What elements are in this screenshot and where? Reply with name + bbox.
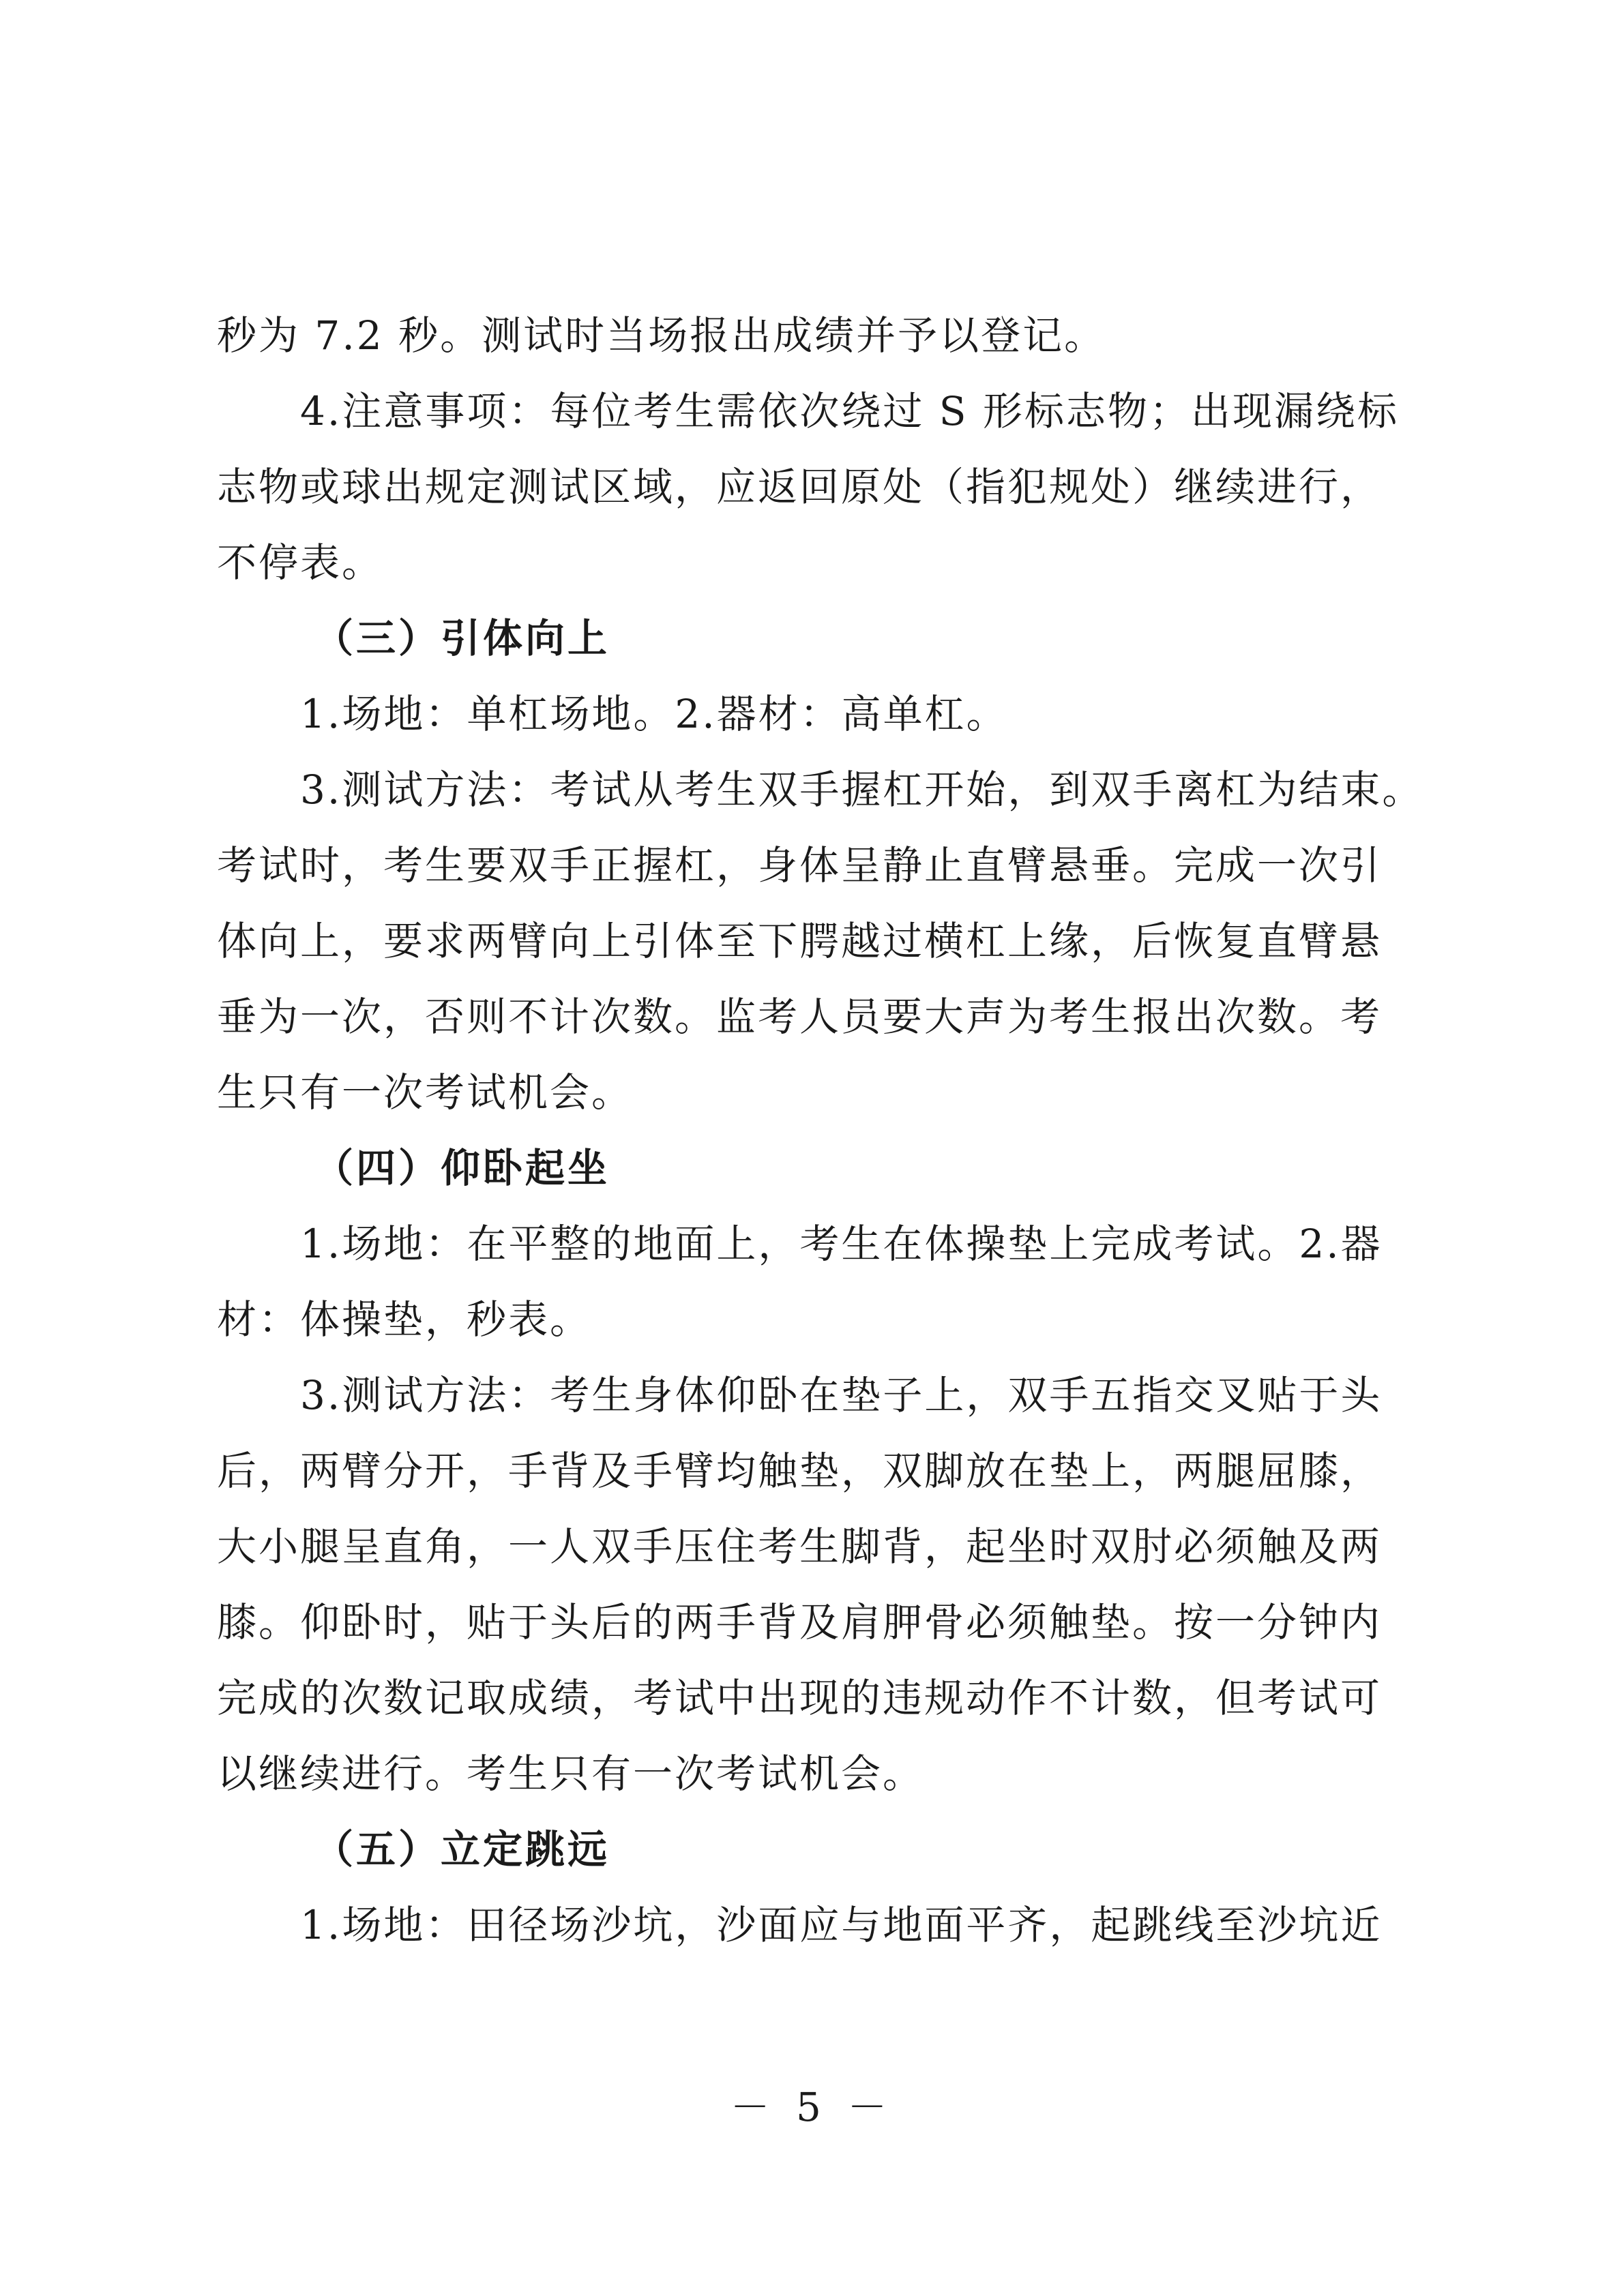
- section-heading: （三）引体向上: [314, 615, 610, 661]
- body-text-line: 完成的次数记取成绩，考试中出现的违规动作不计数，但考试可: [217, 1675, 1383, 1721]
- body-text-line: 1.场地：在平整的地面上，考生在体操垫上完成考试。2.器: [300, 1221, 1383, 1267]
- body-text-line: 生只有一次考试机会。: [217, 1069, 634, 1116]
- body-text-line: 志物或球出规定测试区域，应返回原处（指犯规处）继续进行，: [217, 464, 1383, 510]
- body-text-line: 考试时，考生要双手正握杠，身体呈静止直臂悬垂。完成一次引: [217, 842, 1383, 889]
- body-text-line: 体向上，要求两臂向上引体至下腭越过横杠上缘，后恢复直臂悬: [217, 918, 1383, 964]
- body-text-line: 4.注意事项：每位考生需依次绕过 S 形标志物；出现漏绕标: [300, 388, 1399, 434]
- body-text-line: 不停表。: [217, 539, 384, 586]
- body-text-line: 后，两臂分开，手背及手臂均触垫，双脚放在垫上，两腿屈膝，: [217, 1448, 1383, 1494]
- body-text-line: 3.测试方法：考生身体仰卧在垫子上，双手五指交叉贴于头: [300, 1372, 1383, 1418]
- body-text-line: 3.测试方法：考试从考生双手握杠开始，到双手离杠为结束。: [300, 766, 1424, 813]
- body-text-line: 秒为 7.2 秒。测试时当场报出成绩并予以登记。: [217, 312, 1106, 359]
- body-text-line: 膝。仰卧时，贴于头后的两手背及肩胛骨必须触垫。按一分钟内: [217, 1599, 1383, 1645]
- body-text-line: 以继续进行。考生只有一次考试机会。: [217, 1750, 925, 1797]
- body-text-line: 大小腿呈直角，一人双手压住考生脚背，起坐时双肘必须触及两: [217, 1523, 1383, 1570]
- section-heading: （五）立定跳远: [314, 1826, 610, 1873]
- body-text-line: 材：体操垫，秒表。: [217, 1296, 592, 1343]
- section-heading: （四）仰卧起坐: [314, 1145, 610, 1191]
- body-text-line: 1.场地：田径场沙坑，沙面应与地面平齐，起跳线至沙坑近: [300, 1902, 1383, 1948]
- page-number: － 5 －: [730, 2084, 894, 2130]
- body-text-line: 垂为一次，否则不计次数。监考人员要大声为考生报出次数。考: [217, 994, 1383, 1040]
- body-text-line: 1.场地：单杠场地。2.器材：高单杠。: [300, 691, 1008, 737]
